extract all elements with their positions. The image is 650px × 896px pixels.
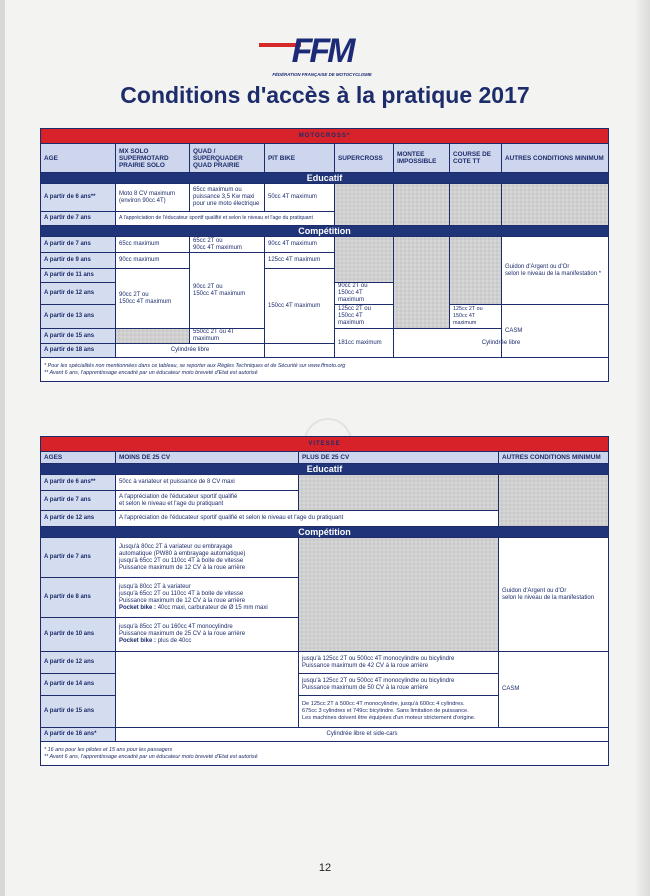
page-fold-shadow	[636, 0, 650, 896]
quad-cell	[190, 184, 265, 212]
mx-cell: 65cc maximum	[116, 237, 190, 253]
cell-line: Guidon d'Argent ou d'Or	[505, 263, 570, 270]
age-cell: A partir de 6 ans**	[41, 475, 116, 491]
age-cell: A partir de 11 ans	[41, 269, 116, 283]
header-ages: AGES	[41, 452, 116, 464]
cell-line: (environ 90cc 4T)	[119, 197, 166, 204]
competition-band: Compétition	[41, 527, 609, 538]
motocross-notes	[41, 358, 609, 382]
cell-line: et selon le niveau et l'age du pratiquant	[119, 500, 224, 507]
logo-subtitle: FÉDÉRATION FRANÇAISE DE MOTOCYCLISME	[272, 72, 372, 77]
cell-line: puissance 3,5 Kw maxi	[193, 194, 255, 200]
header-autres: AUTRES CONDITIONS MINIMUM	[499, 452, 609, 464]
vitesse-table	[40, 436, 609, 766]
cell-line: 90cc 4T maximum	[193, 244, 242, 251]
na-cell	[394, 184, 450, 226]
age-cell: A partir de 16 ans*	[41, 728, 116, 742]
header-montee-line: MONTEE	[397, 151, 425, 158]
pocket-bike-text: plus de 40cc	[157, 638, 192, 644]
age-cell: A partir de 12 ans	[41, 511, 116, 527]
pocket-bike-label: Pocket bike :	[119, 604, 157, 611]
libre-cell: Cylindrée libre	[394, 329, 609, 358]
autres-cell: CASM	[502, 305, 609, 358]
educatif-band: Educatif	[41, 464, 609, 475]
moins-cell	[116, 578, 299, 618]
header-mx	[116, 144, 190, 173]
cell-line: Puissance maximum de 42 CV à la roue arrière	[302, 662, 429, 669]
autres-cell	[502, 237, 609, 305]
moins-cell	[116, 538, 299, 578]
cell-line: Puissance maximum de 50 CV à la roue arrière	[302, 684, 429, 691]
age-cell: A partir de 12 ans	[41, 283, 116, 305]
cell-line: Guidon d'Argent ou d'Or	[502, 587, 567, 594]
age-cell: A partir de 15 ans	[41, 329, 116, 344]
age-cell: A partir de 13 ans	[41, 305, 116, 329]
moins-cell	[116, 618, 299, 652]
cell-line: 675cc 3 cylindres et 749cc bicylindre. Sans limitation de puissance.	[302, 708, 469, 714]
cell-line: Puissance maximum de 12 CV à la roue arrière	[119, 597, 246, 604]
cell-line: 65cc maximum ou	[193, 187, 242, 193]
moins-empty-cell	[116, 652, 299, 728]
supercross-cell	[335, 305, 394, 329]
vitesse-notes	[41, 742, 609, 766]
header-mx-line: SUPERMOTARD	[119, 154, 169, 162]
note-line: * Pour les spécialités non mentionnées dans ce tableau, se reporter aux Règles Techniques et de Sécurité sur www.ffmoto.org	[44, 362, 346, 369]
cell-line: automatique (PW80 à embrayage automatique)	[119, 550, 246, 557]
age-cell: A partir de 10 ans	[41, 618, 116, 652]
autres-cell	[499, 538, 609, 652]
libre-cell: Cylindrée libre	[116, 344, 265, 358]
libre-cell: Cylindrée libre et side-cars	[116, 728, 609, 742]
header-mx-line: PRAIRIE SOLO	[119, 161, 165, 169]
mx-cell	[116, 269, 190, 329]
pit-cell: 50cc 4T maximum	[265, 184, 335, 212]
plus-cell	[299, 696, 499, 728]
cell-line: jusqu'à 65cc 2T ou 110cc 4T à boite de vitesse	[119, 557, 244, 564]
age-cell: A partir de 7 ans	[41, 538, 116, 578]
na-cell	[450, 237, 502, 305]
header-pit-bike: PIT BIKE	[265, 144, 335, 173]
cell-line: 150cc 4T maximum	[338, 290, 365, 303]
quad-cell	[190, 253, 265, 329]
supercross-cell	[335, 283, 394, 305]
pit-cell: 125cc 4T maximum	[265, 253, 335, 269]
appreciation-cell: A l'appréciation de l'éducateur sportif qualifié et selon le niveau et l'age du pratiquant	[116, 212, 335, 226]
age-cell: A partir de 7 ans	[41, 212, 116, 226]
moins-cell: 50cc à variateur et puissance de 8 CV maxi	[116, 475, 299, 491]
cell-line: selon le niveau de la manifestation *	[505, 270, 602, 277]
cell-line: jusqu'à 65cc 2T ou 110cc 4T à boite de vitesse	[119, 590, 244, 597]
na-cell	[502, 184, 609, 226]
na-cell	[116, 329, 190, 344]
header-quad-line: QUAD PRAIRIE	[193, 161, 240, 169]
header-quad	[190, 144, 265, 173]
cell-line: selon le niveau de la manifestation	[502, 594, 595, 601]
age-cell: A partir de 12 ans	[41, 652, 116, 674]
cell-line	[119, 605, 295, 612]
age-cell: A partir de 6 ans**	[41, 184, 116, 212]
cote-cell	[450, 305, 502, 329]
na-cell	[299, 538, 499, 652]
educatif-band: Educatif	[41, 173, 609, 184]
page-title: Conditions d'accès à la pratique 2017	[120, 82, 530, 108]
cell-line: Puissance maximum de 12 CV à la roue arrière	[119, 564, 246, 571]
autres-cell: CASM	[499, 652, 609, 728]
cell-line: Jusqu'à 80cc 2T à variateur ou embrayage	[119, 543, 233, 550]
age-cell: A partir de 14 ans	[41, 674, 116, 696]
mx-cell: 90cc maximum	[116, 253, 190, 269]
cell-line: 150cc 4T maximum	[338, 313, 365, 326]
pit-cell: 150cc 4T maximum	[265, 269, 335, 344]
na-cell	[499, 475, 609, 527]
quad-cell: 550cc 2T ou 4T maximum	[190, 329, 265, 344]
header-quad-line: QUAD / SUPERQUADER	[193, 147, 243, 162]
note-line: ** Avant 6 ans, l'apprentissage encadré par un éducateur moto breveté d'Etat est autorisé	[44, 369, 258, 376]
header-cote-line: COURSE DE	[453, 151, 491, 158]
logo-word: FFM	[291, 32, 353, 70]
competition-band: Compétition	[41, 226, 609, 237]
header-plus: PLUS DE 25 CV	[299, 452, 499, 464]
vitesse-section-title: VITESSE	[41, 437, 609, 452]
header-montee	[394, 144, 450, 173]
cell-line: jusqu'à 80cc 2T à variateur	[119, 583, 191, 590]
header-cote-line: COTE TT	[453, 158, 481, 165]
cell-line: 65cc 2T ou	[193, 237, 223, 244]
na-cell	[335, 184, 394, 226]
age-cell: A partir de 7 ans	[41, 237, 116, 253]
cell-line: 150cc 4T maximum	[453, 313, 477, 326]
age-cell: A partir de 18 ans	[41, 344, 116, 358]
header-moins: MOINS DE 25 CV	[116, 452, 299, 464]
na-cell	[335, 237, 394, 283]
plus-cell	[299, 652, 499, 674]
cell-line: jusqu'à 125cc 2T ou 500cc 4T monocylindre ou bicylindre	[302, 655, 455, 662]
cell-line: jusqu'à 125cc 2T ou 500cc 4T monocylindre ou bicylindre	[302, 677, 455, 684]
appreciation-cell: A l'appréciation de l'éducateur sportif qualifié et selon le niveau et l'age du pratiquant	[116, 511, 499, 527]
page-edge	[0, 0, 5, 896]
cell-line: 90cc 2T ou	[338, 283, 368, 289]
ffm-logo	[255, 34, 389, 80]
age-cell: A partir de 9 ans	[41, 253, 116, 269]
mx-cell	[116, 184, 190, 212]
moins-cell	[116, 491, 299, 511]
cell-line: 90cc 2T ou	[193, 283, 223, 290]
plus-cell	[299, 674, 499, 696]
cell-line	[119, 638, 295, 645]
cell-line: 125cc 2T ou	[453, 306, 483, 312]
motocross-section-title: MOTOCROSS*	[41, 129, 609, 144]
header-cote	[450, 144, 502, 173]
motocross-table	[40, 128, 609, 382]
cell-line: pour une moto électrique	[193, 201, 260, 207]
age-cell: A partir de 7 ans	[41, 491, 116, 511]
cell-line: 90cc 2T ou	[119, 291, 149, 298]
cell-line: Puissance maximum de 25 CV à la roue arrière	[119, 631, 246, 637]
note-line: * 16 ans pour les pilotes et 15 ans pour les passagers	[44, 746, 173, 753]
na-cell	[394, 237, 450, 329]
age-cell: A partir de 15 ans	[41, 696, 116, 728]
pocket-bike-text: 40cc maxi, carburateur de Ø 15 mm maxi	[157, 604, 268, 611]
page-number: 12	[318, 862, 332, 874]
header-autres: AUTRES CONDITIONS MINIMUM	[502, 144, 609, 173]
header-age: AGE	[41, 144, 116, 173]
na-cell	[450, 184, 502, 226]
quad-cell	[190, 237, 265, 253]
header-supercross: SUPERCROSS	[335, 144, 394, 173]
header-montee-line: IMPOSSIBLE	[397, 158, 437, 165]
cell-line: jusqu'à 85cc 2T ou 160cc 4T monocylindre	[119, 624, 233, 630]
age-cell: A partir de 8 ans	[41, 578, 116, 618]
cell-line: De 125cc 2T à 500cc 4T monocylindre, jusqu'à 600cc 4 cylindres.	[302, 701, 465, 707]
cell-line: 150cc 4T maximum	[119, 298, 172, 305]
cell-line: Moto 8 CV maximum	[119, 190, 176, 197]
cell-line: 125cc 2T ou	[338, 306, 371, 312]
pocket-bike-label: Pocket bike :	[119, 638, 157, 644]
cell-line: A l'appréciation de l'éducateur sportif qualifié	[119, 493, 238, 500]
na-cell	[299, 475, 499, 511]
note-line: ** Avant 6 ans, l'apprentissage encadré par un éducateur moto breveté d'Etat est autorisé	[44, 753, 258, 760]
cell-line: 150cc 4T maximum	[193, 290, 246, 297]
pit-cell: 90cc 4T maximum	[265, 237, 335, 253]
cell-line: Les machines doivent être équipées d'un moteur strictement d'origine.	[302, 715, 476, 721]
pit-cell: 181cc maximum	[335, 329, 394, 358]
header-mx-line: MX SOLO	[119, 147, 149, 155]
